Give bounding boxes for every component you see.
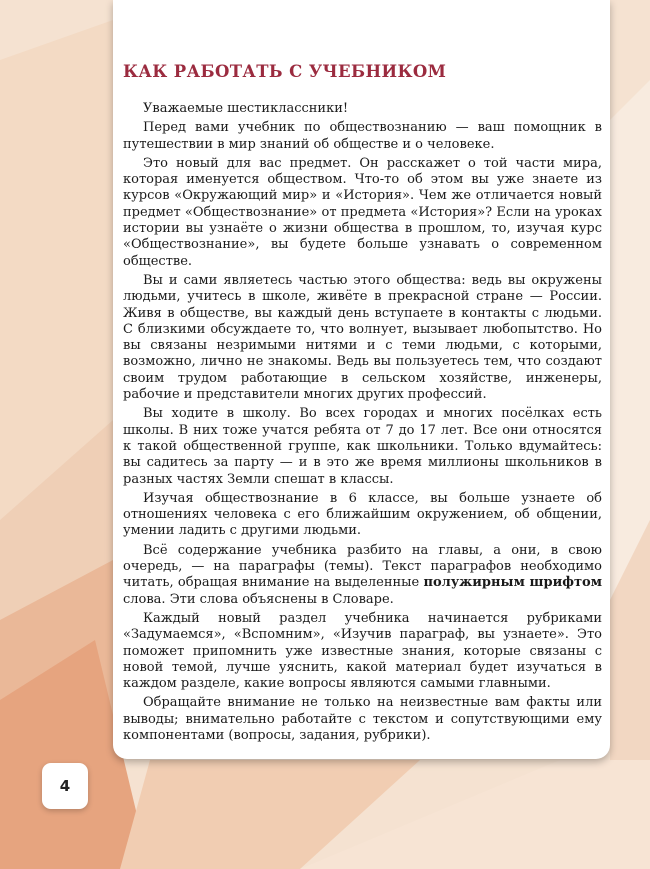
paragraph: Уважаемые шестиклассники! (143, 101, 349, 116)
paragraph: Каждый новый раздел учебника начинается рубриками «Задумаемся», «Вспомним», «Изучив параграф, вы узнаете». Это поможет припомнить уже известные знания, которые связаны с новой темой, лучше уяснить, какой материал будет изучаться в каждом разделе, какие вопросы являются самыми главными. (123, 610, 602, 692)
page-number: 4 (59, 777, 71, 795)
paragraph: Это новый для вас предмет. Он расскажет о той части мира, которая именуется обществом. Что-то об этом вы уже знаете из курсов «Окружающий мир» и «История». Чем же отличается новый предмет «Обществознание» от предмета «История»? Если на уроках истории вы узнаёте о жизни общества в прошлом, то, изучая курс «Обществознание», вы будете больше узнавать о современном обществе. (123, 155, 602, 269)
paragraph: Вы и сами являетесь частью этого общества: ведь вы окружены людьми, учитесь в школе, живёте в прекрасной стране — России. Живя в обществе, вы каждый день вступаете в контакты с людьми. С близкими обсуждаете то, что волнует, вызывает любопытство. Но вы связаны незримыми нитями и с теми людьми, с которыми, возможно, лично не знакомы. Ведь вы пользуетесь тем, что создают своим трудом работающие в сельском хозяйстве, инженеры, рабочие и представители многих других профессий. (123, 272, 602, 403)
paragraph-text: слова. Эти слова объяснены в Словаре. (123, 591, 394, 607)
bold-term: полужирным шрифтом (423, 575, 602, 591)
paragraph: Перед вами учебник по обществознанию — ваш помощник в путешествии в мир знаний об обществе и о человеке. (123, 120, 602, 152)
paragraph-text: Всё содержание учебника разбито на главы, а они, в свою очередь, — на параграфы (темы). Текст параграфов необходимо читать, обращая внимание на выделенные (123, 542, 602, 591)
paragraph (123, 543, 602, 608)
paragraph: Изучая обществознание в 6 классе, вы больше узнаете об отношениях человека с его ближайшим окружением, об общении, умении ладить с другими людьми. (123, 490, 602, 539)
paragraph: Обращайте внимание не только на неизвестные вам факты или выводы; внимательно работайте с текстом и сопутствующими ему компонентами (вопросы, задания, рубрики). (123, 695, 602, 743)
body-text (123, 101, 602, 744)
section-heading: КАК РАБОТАТЬ С УЧЕБНИКОМ (123, 62, 447, 81)
text-panel (113, 0, 610, 759)
page-number-badge (42, 763, 88, 809)
paragraph: Вы ходите в школу. Во всех городах и многих посёлках есть школы. В них тоже учатся ребята от 7 до 17 лет. Все они относятся к такой общественной группе, как школьники. Только вдумайтесь: вы садитесь за парту — и в это же время миллионы школьников в разных частях Земли спешат в классы. (123, 406, 602, 487)
